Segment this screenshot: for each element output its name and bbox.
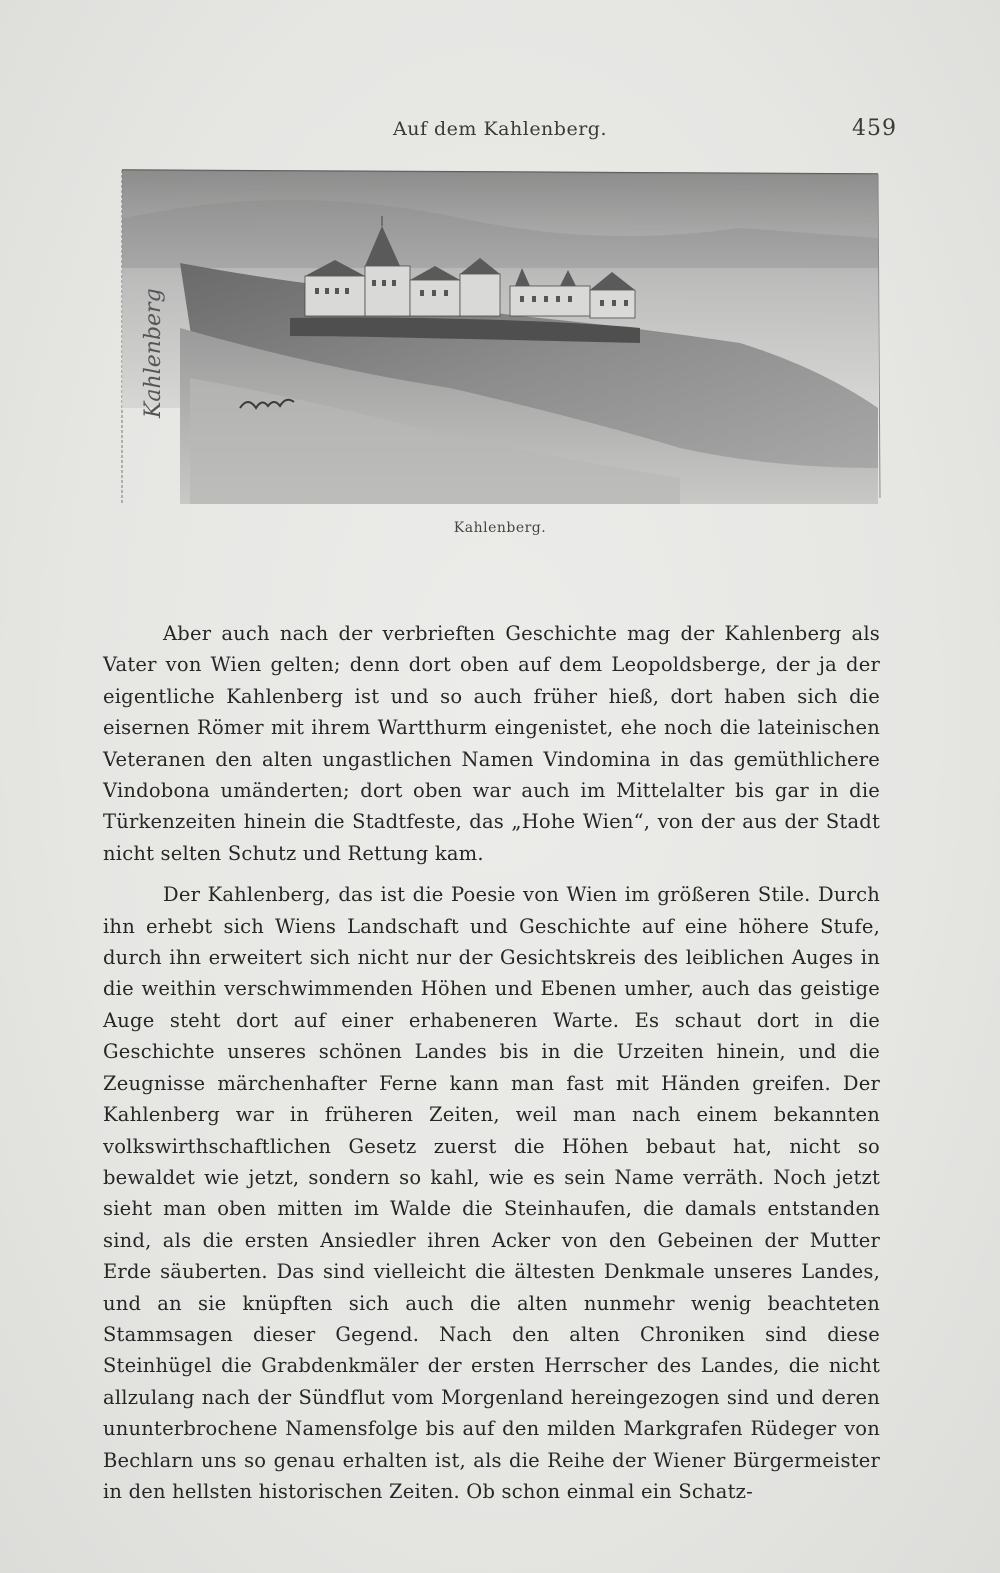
side-label: Kahlenberg	[141, 288, 166, 418]
figure-caption: Kahlenberg.	[453, 520, 547, 536]
running-head: Auf dem Kahlenberg.	[392, 118, 607, 140]
kahlenberg-illustration	[120, 168, 882, 504]
page-number: 459	[852, 116, 897, 141]
paragraph: Der Kahlenberg, das ist die Poesie von Wien im größeren Stile. Durch ihn erhebt sich Wiens Landschaft und Geschichte auf eine höhere Stufe, durch ihn erweitert sich nicht nur der Gesichtskreis des leiblichen Auges in die weithin verschwimmenden Höhen und Ebenen umher, auch das geistige Auge steht dort auf einer erhabeneren Warte. Es schaut dort in die Geschichte unseres schönen Landes bis in die Urzeiten hinein, und die Zeugnisse märchenhafter Ferne kann man fast mit Händen greifen. Der Kahlenberg war in früheren Zeiten, weil man nach einem bekannten volkswirthschaftlichen Gesetz zuerst die Höhen bebaut hat, nicht so bewaldet wie jetzt, sondern so kahl, wie es sein Name verräth. Noch jetzt sieht man oben mitten im Walde die Steinhaufen, die damals entstanden sind, als die ersten Ansiedler ihren Acker von den Gebeinen der Mutter Erde säuberten. Das sind vielleicht die ältesten Denkmale unseres Landes, und an sie knüpften sich auch die alten nunmehr wenig beachteten Stammsagen dieser Gegend. Nach den alten Chroniken sind diese Steinhügel die Grabdenkmäler der ersten Herrscher des Landes, die nicht allzulang nach der Sündflut vom Morgenland hereingezogen sind und deren ununterbrochene Namensfolge bis auf den milden Markgrafen Rüdeger von Bechlarn uns so genau erhalten ist, als die Reihe der Wiener Bürgermeister in den hellsten historischen Zeiten. Ob schon einmal ein Schatz-	[103, 883, 880, 1503]
paragraph: Aber auch nach der verbrieften Geschichte mag der Kahlenberg als Vater von Wien gelten; denn dort oben auf dem Leopoldsberge, der ja der eigentliche Kahlenberg ist und so auch früher hieß, dort haben sich die eisernen Römer mit ihrem Wartthurm eingenistet, ehe noch die lateinischen Veteranen den alten ungastlichen Namen Vindomina in das gemüthlichere Vindobona umänderten; dort oben war auch im Mittelalter bis gar in die Türkenzeiten hinein die Stadtfeste, das „Hohe Wien“, von der aus der Stadt nicht selten Schutz und Rettung kam.	[103, 622, 880, 865]
body-text	[103, 618, 880, 1507]
